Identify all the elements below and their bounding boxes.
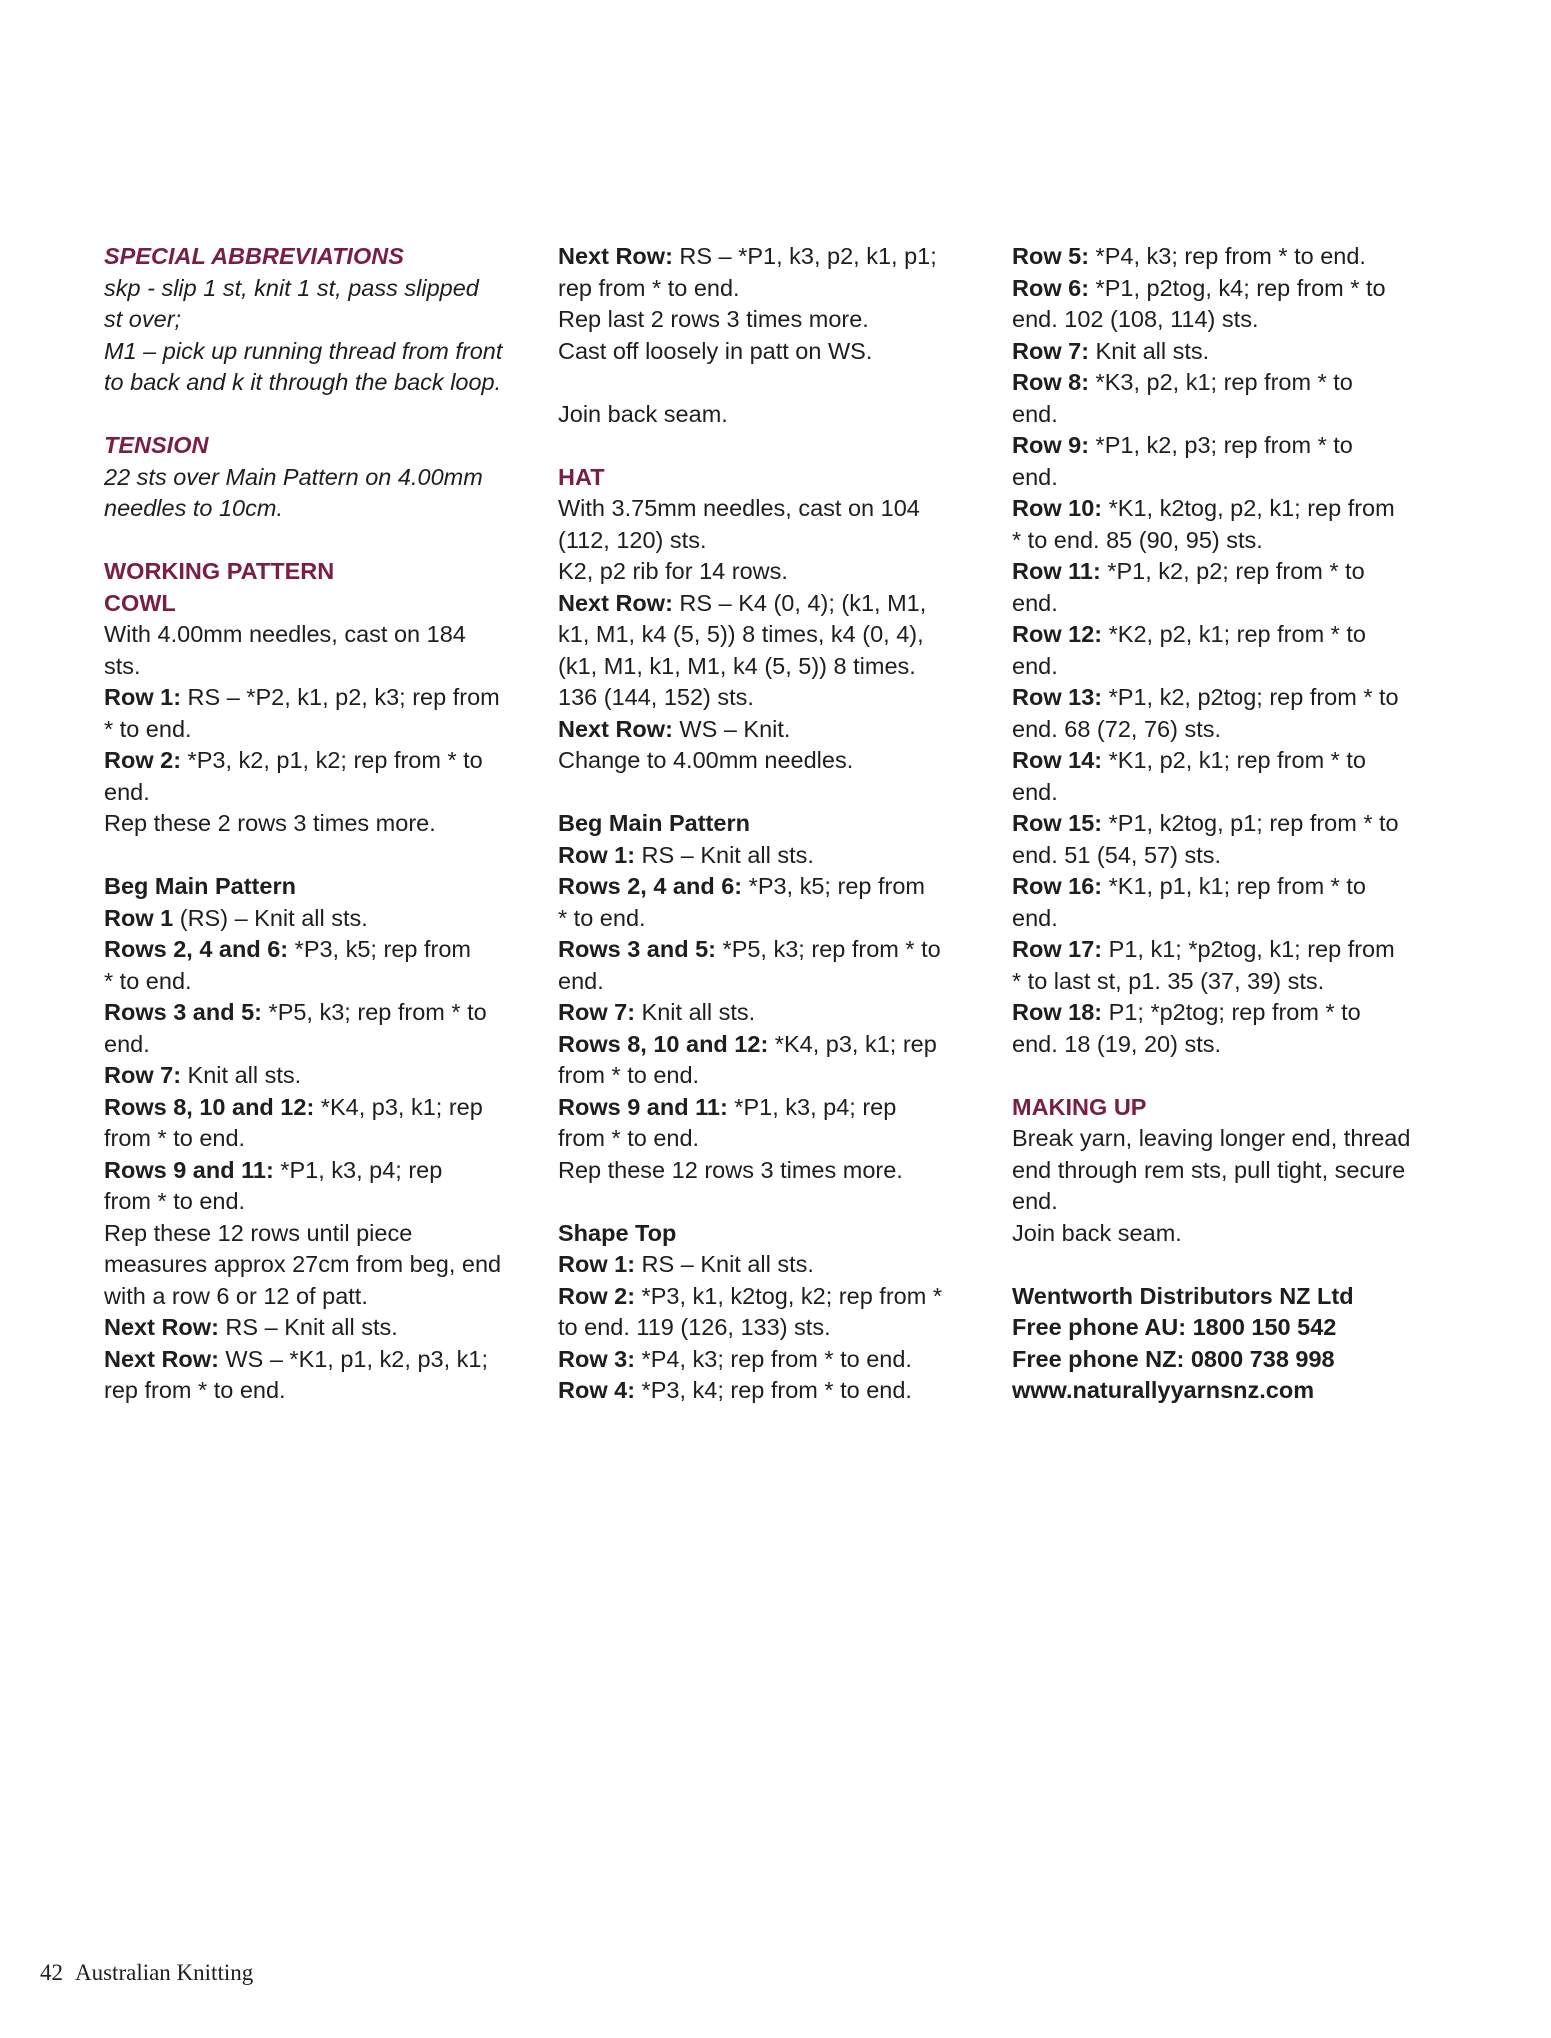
rep12-line: measures approx 27cm from beg, end (104, 1251, 502, 1277)
row-text: *K1, p2, k1; rep from * to (1102, 747, 1366, 773)
page-footer (40, 1960, 253, 1986)
hat-mp-rows-8-10-12-cont: from * to end. (558, 1062, 700, 1088)
mp-rows-8-10-12 (104, 1092, 534, 1124)
abbrev-line: skp - slip 1 st, knit 1 st, pass slipped (104, 274, 479, 301)
row-text: RS – K4 (0, 4); (k1, M1, (672, 589, 927, 616)
next-row-cont: rep from * to end. (558, 274, 740, 301)
making-up-line: end through rem sts, pull tight, secure (1012, 1156, 1406, 1183)
row-label: Rows 9 and 11: (104, 1156, 274, 1183)
hat-mp-rows-9-11 (558, 1092, 998, 1124)
join-line: Join back seam. (558, 400, 728, 427)
shape-top-row-11-cont: end. (1012, 589, 1058, 616)
shape-top-row-8 (1012, 367, 1452, 399)
hat-mp-rows-9-11-cont: from * to end. (558, 1125, 700, 1151)
row-text: (RS) – Knit all sts. (173, 904, 368, 931)
row-text: *P1, k2tog, p1; rep from * to (1102, 810, 1399, 836)
row-label: Row 15: (1012, 810, 1103, 836)
row-text: RS – *P2, k1, p2, k3; rep from (181, 684, 500, 710)
tension-heading: TENSION (104, 432, 209, 458)
shape-top-row-16 (1012, 871, 1452, 903)
shape-top-row-1 (558, 1249, 998, 1281)
row-label: Row 12: (1012, 621, 1103, 647)
change-needles-line: Change to 4.00mm needles. (558, 747, 854, 773)
rep-last-line: Rep last 2 rows 3 times more. (558, 306, 869, 332)
row-text: Knit all sts. (1089, 337, 1210, 364)
hat-mp-rows-2-4-6-cont: * to end. (558, 904, 646, 931)
row-text: P1; *p2tog; rep from * to (1102, 999, 1361, 1025)
shape-top-row-5 (1012, 241, 1452, 273)
shape-top-row-10-cont: * to end. 85 (90, 95) sts. (1012, 526, 1263, 553)
row-text: Knit all sts. (635, 999, 756, 1025)
row-text: RS – Knit all sts. (635, 841, 814, 868)
row-text: RS – Knit all sts. (218, 1314, 398, 1340)
mp-rows-2-4-6 (104, 934, 534, 966)
row-label: Row 11: (1012, 558, 1101, 584)
row-label: Next Row: (558, 243, 673, 269)
cowl-row-2 (104, 745, 534, 777)
row-label: Row 6: (1012, 274, 1090, 301)
row-label: Row 7: (1012, 337, 1090, 364)
rep12-line: Rep these 12 rows 3 times more. (558, 1156, 903, 1183)
row-text: *P4, k3; rep from * to end. (1089, 243, 1366, 269)
row-text: *P4, k3; rep from * to end. (635, 1345, 912, 1372)
rep12-line: with a row 6 or 12 of patt. (104, 1282, 368, 1309)
row-text: WS – *K1, p1, k2, p3, k1; (218, 1345, 488, 1372)
phone-au: Free phone AU: 1800 150 542 (1012, 1314, 1337, 1340)
beg-main-pattern-heading: Beg Main Pattern (558, 810, 750, 836)
row-text: *P3, k2, p1, k2; rep from * to (181, 747, 483, 773)
mp-rows-9-11 (104, 1155, 534, 1187)
shape-top-row-18 (1012, 997, 1452, 1029)
row-text: *P1, k2, p3; rep from * to (1089, 432, 1353, 458)
shape-top-row-8-cont: end. (1012, 400, 1058, 427)
shape-top-row-14-cont: end. (1012, 778, 1058, 805)
row-text: *K1, k2tog, p2, k1; rep from (1102, 495, 1395, 521)
shape-top-row-6-cont: end. 102 (108, 114) sts. (1012, 306, 1259, 332)
shape-top-row-12-cont: end. (1012, 652, 1058, 679)
row-text: *K4, p3, k1; rep (314, 1093, 483, 1120)
row-label: Row 17: (1012, 936, 1103, 962)
row-text: *P1, k3, p4; rep (273, 1156, 443, 1183)
cowl-intro: With 4.00mm needles, cast on 184 (104, 621, 466, 647)
row-label: Next Row: (558, 715, 673, 742)
row-label: Rows 8, 10 and 12: (558, 1030, 769, 1057)
website-link[interactable]: www.naturallyyarnsnz.com (1012, 1377, 1315, 1403)
row-text: *K4, p3, k1; rep (768, 1030, 937, 1057)
row-text: *P5, k3; rep from * to (262, 999, 487, 1025)
row-label: Next Row: (104, 1314, 219, 1340)
next-row-1 (104, 1312, 534, 1344)
cowl-heading: COWL (104, 589, 176, 616)
row-label: Row 13: (1012, 684, 1103, 710)
hat-intro: K2, p2 rib for 14 rows. (558, 558, 788, 584)
hat-next-row-1-cont: 136 (144, 152) sts. (558, 684, 754, 710)
shape-top-row-2-cont: to end. 119 (126, 133) sts. (558, 1314, 831, 1340)
shape-top-row-2 (558, 1281, 998, 1313)
shape-top-row-12 (1012, 619, 1452, 651)
row-label: Row 2: (558, 1282, 636, 1309)
mp-rows-2-4-6-cont: * to end. (104, 967, 192, 994)
row-label: Row 16: (1012, 873, 1103, 899)
row-text: *K1, p1, k1; rep from * to (1102, 873, 1366, 899)
making-up-heading: MAKING UP (1012, 1093, 1147, 1120)
column-1 (104, 241, 534, 1407)
shape-top-row-13-cont: end. 68 (72, 76) sts. (1012, 715, 1222, 742)
row-text: *P3, k5; rep from (742, 873, 925, 899)
making-up-line: Join back seam. (1012, 1219, 1182, 1246)
hat-intro: (112, 120) sts. (558, 526, 707, 553)
hat-intro: With 3.75mm needles, cast on 104 (558, 495, 920, 521)
shape-top-row-15-cont: end. 51 (54, 57) sts. (1012, 841, 1222, 868)
next-row-2-cont: rep from * to end. (104, 1377, 286, 1403)
phone-nz: Free phone NZ: 0800 738 998 (1012, 1345, 1335, 1372)
row-label: Row 3: (558, 1345, 636, 1372)
shape-top-row-17-cont: * to last st, p1. 35 (37, 39) sts. (1012, 967, 1325, 994)
shape-top-row-3 (558, 1344, 998, 1376)
row-text: *K3, p2, k1; rep from * to (1089, 369, 1353, 395)
row-text: *K2, p2, k1; rep from * to (1102, 621, 1366, 647)
shape-top-row-6 (1012, 273, 1452, 305)
magazine-title: Australian Knitting (75, 1960, 254, 1985)
row-label: Row 10: (1012, 495, 1103, 521)
working-pattern-heading: WORKING PATTERN (104, 558, 335, 584)
shape-top-row-15 (1012, 808, 1452, 840)
hat-mp-row-1 (558, 840, 998, 872)
row-text: *P1, k3, p4; rep (727, 1093, 897, 1120)
shape-top-row-11 (1012, 556, 1452, 588)
row-label: Next Row: (558, 589, 673, 616)
row-text: *P1, k2, p2tog; rep from * to (1102, 684, 1399, 710)
row-label: Row 14: (1012, 747, 1103, 773)
mp-rows-3-5-cont: end. (104, 1030, 150, 1057)
row-label: Row 7: (558, 999, 636, 1025)
abbrev-line: M1 – pick up running thread from front (104, 337, 503, 364)
mp-rows-8-10-12-cont: from * to end. (104, 1125, 246, 1151)
abbrev-line: to back and k it through the back loop. (104, 369, 502, 395)
mp-rows-9-11-cont: from * to end. (104, 1188, 246, 1214)
row-label: Row 1: (104, 684, 182, 710)
hat-mp-rows-3-5 (558, 934, 998, 966)
cowl-intro: sts. (104, 652, 141, 679)
row-text: Knit all sts. (181, 1062, 302, 1088)
hat-mp-rows-8-10-12 (558, 1029, 998, 1061)
row-text: *P5, k3; rep from * to (716, 936, 941, 962)
next-row-2 (104, 1344, 534, 1376)
shape-top-heading: Shape Top (558, 1219, 677, 1246)
shape-top-row-16-cont: end. (1012, 904, 1058, 931)
shape-top-row-4 (558, 1375, 998, 1407)
row-label: Row 1: (558, 1251, 636, 1277)
row-text: *P1, k2, p2; rep from * to (1100, 558, 1365, 584)
cowl-row-1-cont: * to end. (104, 715, 192, 742)
row-text: *P1, p2tog, k4; rep from * to (1089, 274, 1386, 301)
hat-mp-row-7 (558, 997, 998, 1029)
row-text: *P3, k1, k2tog, k2; rep from * (635, 1282, 942, 1309)
row-text: *P3, k5; rep from (288, 936, 471, 962)
shape-top-row-13 (1012, 682, 1452, 714)
row-text: RS – Knit all sts. (635, 1251, 814, 1277)
making-up-line: Break yarn, leaving longer end, thread (1012, 1125, 1411, 1151)
hat-next-row-1-cont: (k1, M1, k1, M1, k4 (5, 5)) 8 times. (558, 652, 916, 679)
shape-top-row-10 (1012, 493, 1452, 525)
hat-mp-rows-2-4-6 (558, 871, 998, 903)
special-abbreviations-heading: SPECIAL ABBREVIATIONS (104, 243, 404, 269)
row-label: Rows 8, 10 and 12: (104, 1093, 315, 1120)
row-label: Row 1: (558, 841, 636, 868)
rep-line: Rep these 2 rows 3 times more. (104, 810, 436, 836)
hat-heading: HAT (558, 463, 605, 490)
next-row (558, 241, 998, 273)
row-label: Rows 9 and 11: (558, 1093, 728, 1120)
beg-main-pattern-heading: Beg Main Pattern (104, 873, 296, 899)
row-label: Row 4: (558, 1377, 636, 1403)
shape-top-row-9 (1012, 430, 1452, 462)
row-label: Row 7: (104, 1062, 182, 1088)
page-number: 42 (40, 1960, 63, 1985)
cowl-row-2-cont: end. (104, 778, 150, 805)
mp-row-1 (104, 903, 534, 935)
row-label: Next Row: (104, 1345, 219, 1372)
shape-top-row-9-cont: end. (1012, 463, 1058, 490)
mp-row-7 (104, 1060, 534, 1092)
shape-top-row-18-cont: end. 18 (19, 20) sts. (1012, 1030, 1222, 1057)
distributor-name: Wentworth Distributors NZ Ltd (1012, 1282, 1354, 1309)
row-text: RS – *P1, k3, p2, k1, p1; (672, 243, 937, 269)
row-label: Row 8: (1012, 369, 1090, 395)
contact-block (1012, 1281, 1452, 1407)
mp-rows-3-5 (104, 997, 534, 1029)
row-label: Row 9: (1012, 432, 1090, 458)
row-label: Rows 2, 4 and 6: (104, 936, 289, 962)
shape-top-row-7 (1012, 336, 1452, 368)
row-label: Row 5: (1012, 243, 1090, 269)
column-3 (1012, 241, 1452, 1407)
tension-line: 22 sts over Main Pattern on 4.00mm (104, 463, 483, 490)
shape-top-row-17 (1012, 934, 1452, 966)
abbrev-line: st over; (104, 306, 182, 332)
row-label: Rows 3 and 5: (558, 936, 717, 962)
column-2 (558, 241, 998, 1407)
hat-next-row-1 (558, 588, 998, 620)
hat-next-row-2 (558, 714, 998, 746)
hat-next-row-1-cont: k1, M1, k4 (5, 5)) 8 times, k4 (0, 4), (558, 621, 924, 647)
row-label: Row 2: (104, 747, 182, 773)
row-label: Row 18: (1012, 999, 1103, 1025)
row-label: Row 1 (104, 904, 174, 931)
row-text: WS – Knit. (672, 715, 791, 742)
making-up-line: end. (1012, 1188, 1058, 1214)
row-label: Rows 2, 4 and 6: (558, 873, 743, 899)
cast-off-line: Cast off loosely in patt on WS. (558, 337, 873, 364)
shape-top-row-14 (1012, 745, 1452, 777)
cowl-row-1 (104, 682, 534, 714)
hat-mp-rows-3-5-cont: end. (558, 967, 604, 994)
rep12-line: Rep these 12 rows until piece (104, 1219, 413, 1246)
tension-line: needles to 10cm. (104, 495, 283, 521)
row-text: *P3, k4; rep from * to end. (635, 1377, 912, 1403)
row-text: P1, k1; *p2tog, k1; rep from (1102, 936, 1395, 962)
row-label: Rows 3 and 5: (104, 999, 263, 1025)
